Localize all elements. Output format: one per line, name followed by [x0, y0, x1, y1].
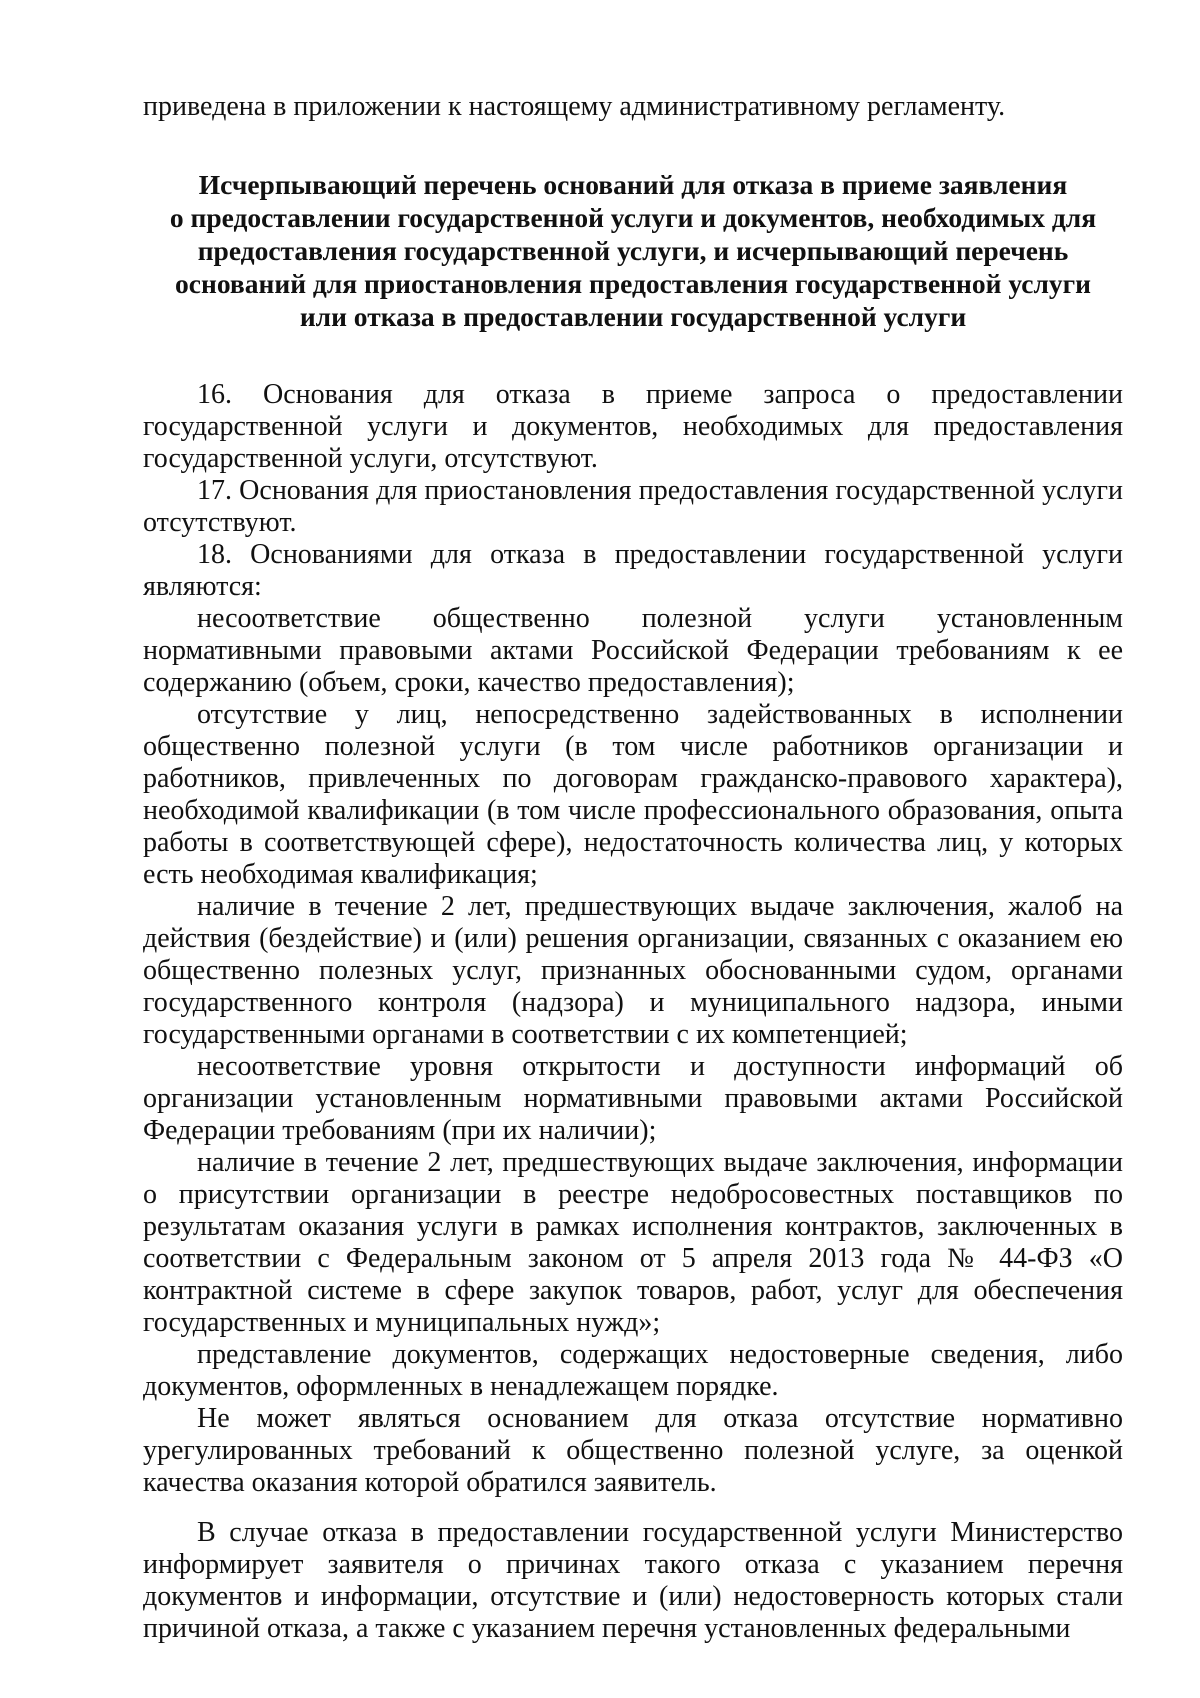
paragraph-16: 16. Основания для отказа в приеме запроса о предоставлении государственной услуги и документов, необходимых для предоставления государственной услуги, отсутствуют. — [143, 379, 1123, 474]
heading-line: Исчерпывающий перечень оснований для отказа в приеме заявления — [198, 169, 1068, 200]
heading-line: оснований для приостановления предоставления государственной услуги — [175, 268, 1091, 299]
document-body — [143, 379, 1123, 1645]
list-item: наличие в течение 2 лет, предшествующих выдаче заключения, информации о присутствии организации в реестре недобросовестных поставщиков по результатам оказания услуги в рамках исполнения контрактов, заключенных в соответствии с Федеральным законом от 5 апреля 2013 года № 44-ФЗ «О контрактной системе в сфере закупок товаров, работ, услуг для обеспечения государственных и муниципальных нужд»; — [143, 1147, 1123, 1338]
refusal-paragraph: В случае отказа в предоставлении государственной услуги Министерство информирует заявителя о причинах такого отказа с указанием перечня документов и информации, отсутствие и (или) недостоверность которых стали причиной отказа, а также с указанием перечня установленных федеральными — [143, 1517, 1123, 1644]
list-item: представление документов, содержащих недостоверные сведения, либо документов, оформленных в ненадлежащем порядке. — [143, 1339, 1123, 1402]
note-paragraph: Не может являться основанием для отказа отсутствие нормативно урегулированных требований к общественно полезной услуге, за оценкой качества оказания которой обратился заявитель. — [143, 1403, 1123, 1498]
heading-line: или отказа в предоставлении государственной услуги — [299, 301, 967, 332]
list-item: несоответствие общественно полезной услуги установленным нормативными правовыми актами Российской Федерации требованиям к ее содержанию (объем, сроки, качество предоставления); — [143, 603, 1123, 698]
paragraph-17: 17. Основания для приостановления предоставления государственной услуги отсутствуют. — [143, 475, 1123, 538]
list-item: наличие в течение 2 лет, предшествующих выдаче заключения, жалоб на действия (бездействие) и (или) решения организации, связанных с оказанием ею общественно полезных услуг, признанных обоснованными судом, органами государственного контроля (надзора) и муниципального надзора, иными государственными органами в соответствии с их компетенцией; — [143, 891, 1123, 1050]
lead-line: приведена в приложении к настоящему административному регламенту. — [143, 91, 1006, 122]
heading-line: о предоставлении государственной услуги и документов, необходимых для — [169, 202, 1097, 233]
heading-line: предоставления государственной услуги, и исчерпывающий перечень — [197, 235, 1069, 266]
section-heading — [143, 168, 1123, 333]
list-item: отсутствие у лиц, непосредственно задействованных в исполнении общественно полезной услуги (в том числе работников организации и работников, привлеченных по договорам гражданско-правового характера), необходимой квалификации (в том числе профессионального образования, опыта работы в соответствующей сфере), недостаточность количества лиц, у которых есть необходимая квалификация; — [143, 699, 1123, 890]
document-page — [143, 90, 1123, 1645]
paragraph-18: 18. Основаниями для отказа в предоставлении государственной услуги являются: — [143, 539, 1123, 602]
list-item: несоответствие уровня открытости и доступности информаций об организации установленным нормативными правовыми актами Российской Федерации требованиям (при их наличии); — [143, 1051, 1123, 1146]
